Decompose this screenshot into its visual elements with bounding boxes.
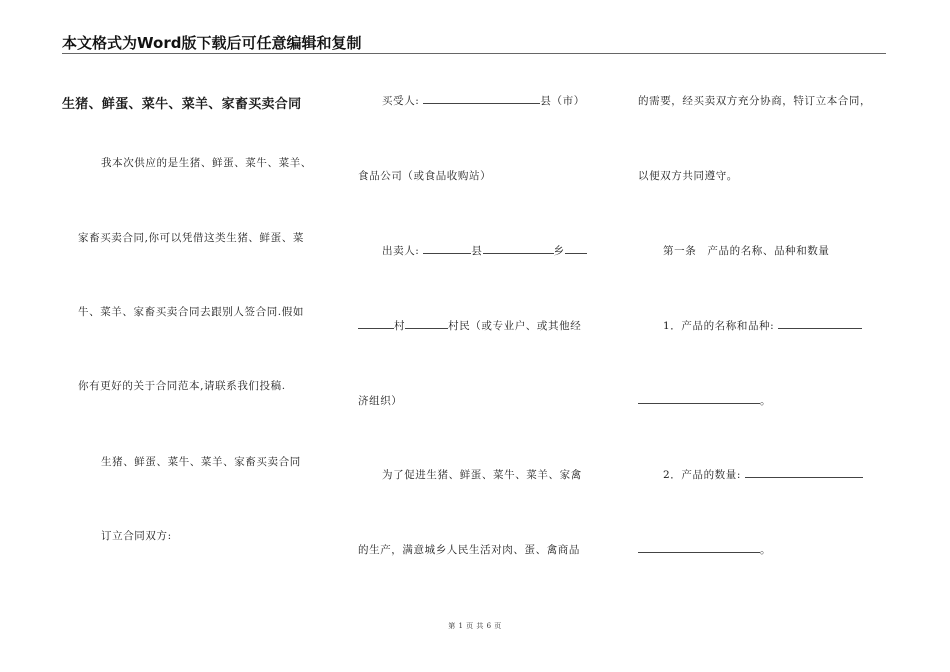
village-blank [358,318,394,329]
seller-label: 出卖人: [382,245,420,257]
item-2-cont-line [638,542,771,557]
item-1-period: 。 [760,395,772,407]
item-2-blank [745,467,863,478]
seller-town-tail-blank [565,243,587,254]
food-company-line: 食品公司（或食品收购站） [358,170,492,182]
economy-line: 济组织） [358,395,403,407]
seller-line [382,243,587,258]
villager-blank [405,318,448,329]
item-2-label: 2．产品的数量: [663,469,742,481]
item-1-cont-blank [638,393,760,404]
seller-county-blank [423,243,471,254]
header-rule [62,53,886,54]
item-1-cont-line [638,393,771,408]
article-1-heading: 第一条 产品的名称、品种和数量 [663,245,830,257]
buyer-line [382,93,585,108]
item-1-line [663,318,862,333]
item-2-cont-blank [638,542,760,553]
subtitle-line: 生猪、鲜蛋、菜牛、菜羊、家畜买卖合同 [101,456,301,468]
buyer-blank [423,93,540,104]
contract-title: 生猪、鲜蛋、菜牛、菜羊、家畜买卖合同 [62,97,302,112]
document-header: 本文格式为Word版下载后可任意编辑和复制 [62,34,362,52]
item-1-label: 1．产品的名称和品种: [663,320,775,332]
seller-town-label: 乡 [553,245,565,257]
intro-line-1: 我本次供应的是生猪、鲜蛋、菜牛、菜羊、 [101,157,312,169]
village-label: 村 [394,320,406,332]
intro-line-3: 牛、菜羊、家畜买卖合同去跟别人签合同.假如 [78,306,304,318]
seller-town-blank [483,243,554,254]
parties-line: 订立合同双方: [101,530,172,542]
intro-line-2: 家畜买卖合同,你可以凭借这类生猪、鲜蛋、菜 [78,232,304,244]
item-2-line [663,467,863,482]
purpose-line-2: 的生产，满意城乡人民生活对肉、蛋、禽商品 [358,544,580,556]
buyer-label: 买受人: [382,95,420,107]
purpose-line-1: 为了促进生猪、鲜蛋、菜牛、菜羊、家禽 [382,469,582,481]
villager-label: 村民（或专业户、或其他经 [448,320,582,332]
col3-line-1: 的需要，经买卖双方充分协商，特订立本合同， [638,95,872,107]
item-1-blank [778,318,862,329]
item-2-period: 。 [760,544,772,556]
intro-line-4: 你有更好的关于合同范本,请联系我们投稿. [78,380,286,392]
page-number: 第 1 页 共 6 页 [448,622,502,630]
village-line [358,318,581,333]
seller-county-label: 县 [471,245,483,257]
col3-line-2: 以便双方共同遵守。 [638,170,738,182]
buyer-county-label: 县（市） [540,95,585,107]
